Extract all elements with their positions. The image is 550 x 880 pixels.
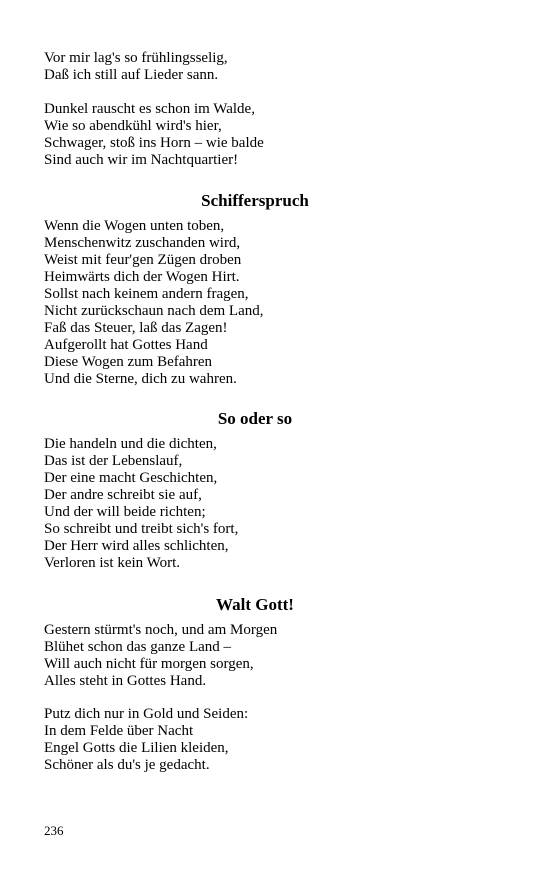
verse-line: Aufgerollt hat Gottes Hand bbox=[44, 337, 208, 353]
stanza bbox=[44, 101, 264, 169]
verse-line: Verloren ist kein Wort. bbox=[44, 555, 180, 571]
verse-line: Dunkel rauscht es schon im Walde, bbox=[44, 101, 255, 117]
verse-line: Sollst nach keinem andern fragen, bbox=[44, 286, 249, 302]
verse-line: Engel Gotts die Lilien kleiden, bbox=[44, 740, 229, 756]
verse-line: Putz dich nur in Gold und Seiden: bbox=[44, 706, 249, 722]
poem-title: Walt Gott! bbox=[216, 595, 294, 614]
page-number: 236 bbox=[44, 823, 64, 838]
verse-line: Der andre schreibt sie auf, bbox=[44, 487, 202, 503]
verse-line: Weist mit feur'gen Zügen droben bbox=[44, 252, 242, 268]
verse-line: Der Herr wird alles schlichten, bbox=[44, 538, 229, 554]
verse-line: Will auch nicht für morgen sorgen, bbox=[44, 656, 254, 672]
verse-line: Nicht zurückschaun nach dem Land, bbox=[44, 303, 264, 319]
verse-line: Heimwärts dich der Wogen Hirt. bbox=[44, 269, 240, 285]
verse-line: Blühet schon das ganze Land – bbox=[44, 639, 232, 655]
poem-title: So oder so bbox=[217, 409, 293, 428]
verse-line: Die handeln und die dichten, bbox=[44, 436, 217, 452]
verse-line: Das ist der Lebenslauf, bbox=[44, 453, 183, 469]
poem-title: Schifferspruch bbox=[201, 191, 309, 210]
verse-line: In dem Felde über Nacht bbox=[44, 723, 194, 739]
stanza bbox=[44, 436, 238, 572]
stanza bbox=[44, 50, 228, 84]
verse-line: Diese Wogen zum Befahren bbox=[44, 354, 213, 370]
verse-line: Sind auch wir im Nachtquartier! bbox=[44, 152, 239, 168]
stanza bbox=[44, 218, 264, 388]
verse-line: Und der will beide richten; bbox=[44, 504, 206, 520]
verse-line: Gestern stürmt's noch, und am Morgen bbox=[44, 622, 278, 638]
verse-line: Alles steht in Gottes Hand. bbox=[44, 673, 207, 689]
verse-line: Wenn die Wogen unten toben, bbox=[44, 218, 225, 234]
verse-line: Schwager, stoß ins Horn – wie balde bbox=[44, 135, 264, 151]
verse-line: Wie so abendkühl wird's hier, bbox=[44, 118, 222, 134]
verse-line: Vor mir lag's so frühlingsselig, bbox=[44, 50, 228, 66]
verse-line: So schreibt und treibt sich's fort, bbox=[44, 521, 239, 537]
verse-line: Und die Sterne, dich zu wahren. bbox=[44, 371, 237, 387]
verse-line: Schöner als du's je gedacht. bbox=[44, 757, 210, 773]
stanza bbox=[44, 706, 248, 774]
verse-line: Daß ich still auf Lieder sann. bbox=[44, 67, 219, 83]
stanza bbox=[44, 622, 277, 690]
verse-line: Der eine macht Geschichten, bbox=[44, 470, 218, 486]
verse-line: Faß das Steuer, laß das Zagen! bbox=[44, 320, 228, 336]
verse-line: Menschenwitz zuschanden wird, bbox=[44, 235, 241, 251]
